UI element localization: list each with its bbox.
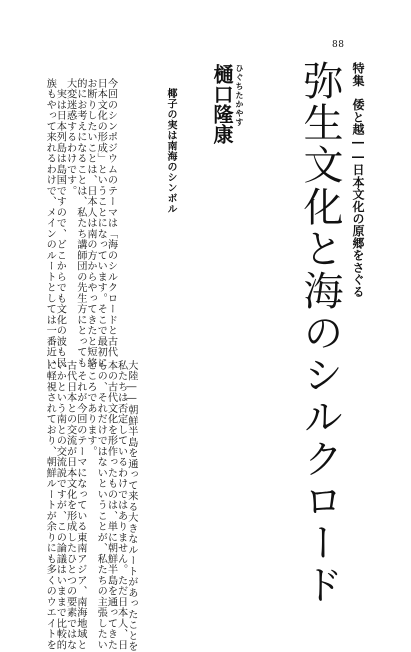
- section-subheading: 椰子の実は南海のシンボル: [165, 88, 176, 214]
- body-line: に軽視されており、朝鮮ルートが余りにも多くのウエイトを: [44, 360, 56, 651]
- body-line: 日本文化の形成」ということになっています。そこで最初に: [95, 78, 107, 369]
- body-line: 今回のシンポジウムのテーマは「海のシルクロードと古代: [105, 78, 117, 358]
- body-line: お断りしたいことは、日本人は南の方からやってきたと短絡: [85, 78, 97, 369]
- body-line: 大陸――朝鮮半島を通って来る大きなルートがあったことを: [125, 360, 137, 652]
- body-line: いかという南との交流説ですが、この論議はいままで比較的: [54, 360, 66, 651]
- body-column-upper: [44, 78, 115, 368]
- body-line: 実は日本列島は島国ですので、どこからでも文化の波も民: [54, 78, 66, 369]
- body-line: それが今回のテーマになっている東南アジア、南海地域と: [74, 360, 86, 651]
- body-line: 族もやって来れるわけで、メインのルートとしては一番近い: [44, 78, 56, 369]
- author-ruby: ひぐちたかやす: [235, 64, 244, 127]
- article-title: 弥生文化と海のシルクロード: [297, 60, 343, 606]
- body-column-lower: [44, 360, 136, 652]
- author-name: 樋口隆康: [210, 64, 234, 144]
- body-line: ところであります。: [85, 360, 97, 457]
- body-line: 古代日本との交流が日本文化を形成したひとつの要素ではな: [64, 360, 76, 651]
- page-number: 88: [332, 40, 345, 50]
- body-line: 的にお考えになることは、私たち講師団の先生方にとっても: [74, 78, 86, 369]
- body-line: 私たちは否定しているわけではありません。ただ日本人、日: [115, 360, 127, 651]
- body-line: もの、それだけではないということが、私たちの主張したい: [95, 360, 107, 651]
- body-line: 大変迷惑するわけです。: [64, 78, 76, 197]
- body-line: 本の古代文化を形作ったものは、単に朝鮮半島を通ってきた: [105, 360, 117, 651]
- feature-label: 特集 倭と越――日本文化の原郷をさぐる: [351, 62, 365, 298]
